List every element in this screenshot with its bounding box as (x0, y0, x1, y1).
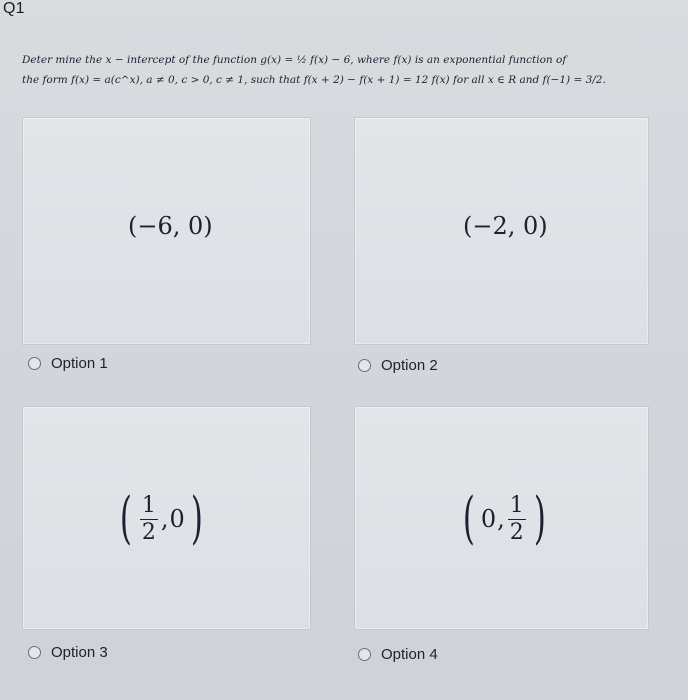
comma: , (497, 505, 505, 533)
option-1-label: Option 1 (51, 355, 108, 372)
option-3-answer (115, 486, 208, 551)
option-3-label: Option 3 (51, 644, 108, 661)
option-1-radio-row[interactable] (28, 355, 108, 372)
option-1-radio[interactable] (28, 357, 41, 370)
question-label: Q1 (3, 0, 25, 17)
question-prompt (22, 50, 672, 90)
option-3-radio[interactable] (28, 646, 41, 659)
option-4-card[interactable] (354, 406, 649, 630)
option-4-radio-row[interactable] (358, 646, 438, 663)
fraction-numerator: 1 (509, 492, 524, 518)
comma: , (160, 505, 169, 533)
option-4-other-coordinate: 0 (480, 505, 497, 533)
option-4-radio[interactable] (358, 648, 371, 661)
option-2-radio[interactable] (358, 359, 371, 372)
option-4-label: Option 4 (381, 646, 438, 663)
left-paren: ( (119, 486, 132, 551)
option-3-card[interactable] (22, 406, 311, 630)
right-paren: ) (533, 486, 546, 551)
option-3-radio-row[interactable] (28, 644, 108, 661)
option-1-card[interactable] (22, 117, 311, 345)
option-2-answer: (−2, 0) (463, 212, 548, 240)
fraction (508, 492, 526, 545)
prompt-line-1: Deter mine the x − intercept of the function g(x) = ½ f(x) − 6, where f(x) is an exponential function of (22, 54, 567, 66)
option-1-answer: (−6, 0) (128, 212, 213, 240)
left-paren: ( (462, 486, 475, 551)
prompt-line-2: the form f(x) = a(c^x), a ≠ 0, c > 0, c ≠ 1, such that f(x + 2) − f(x + 1) = 12 f(x) for all x ∈ R and f(−1) = 3/2. (22, 74, 606, 86)
fraction-denominator: 2 (141, 519, 156, 545)
fraction-denominator: 2 (509, 519, 524, 545)
option-2-card[interactable] (354, 117, 649, 345)
option-2-radio-row[interactable] (358, 357, 438, 374)
fraction-numerator: 1 (141, 492, 156, 518)
option-2-label: Option 2 (381, 357, 438, 374)
option-3-other-coordinate: 0 (169, 505, 185, 533)
right-paren: ) (190, 486, 203, 551)
fraction (140, 492, 158, 545)
option-4-answer (458, 486, 551, 551)
